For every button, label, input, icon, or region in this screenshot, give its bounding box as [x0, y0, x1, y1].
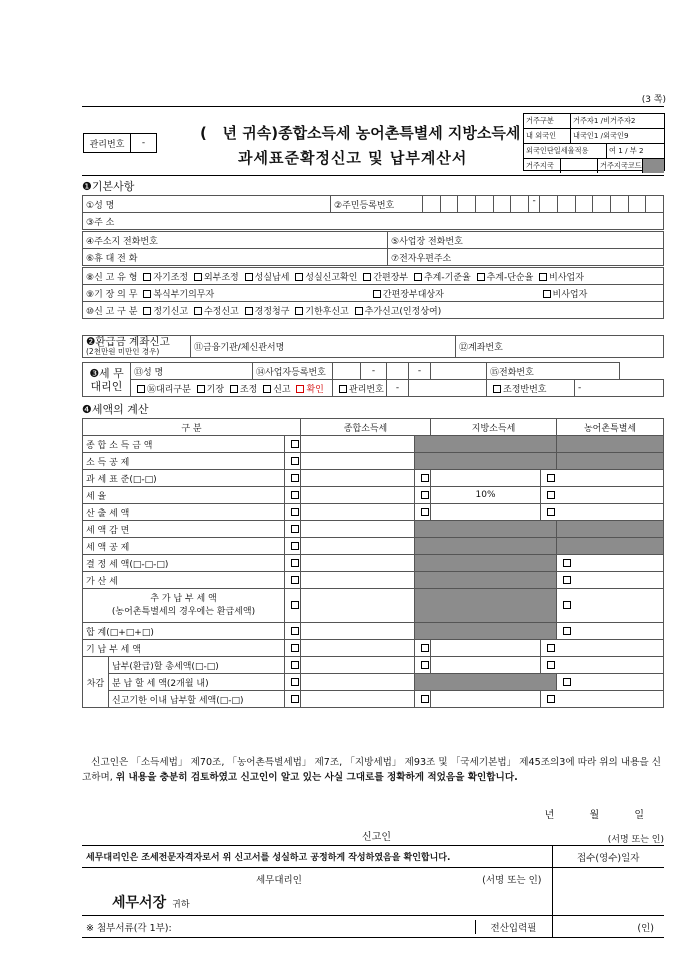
- mgmt-no-label: 관리번호: [349, 384, 384, 395]
- item-number-box: [291, 542, 299, 550]
- rural-tax-cell[interactable]: [541, 487, 664, 504]
- row-label: 종 합 소 득 금 액: [83, 436, 285, 453]
- checkbox[interactable]: [194, 273, 202, 281]
- row-label-note: (농어촌특별세의 경우에는 환급세액): [111, 606, 256, 617]
- item-number-box: [291, 559, 299, 567]
- income-tax-cell[interactable]: [301, 521, 415, 538]
- item-number-box: [563, 576, 571, 584]
- item-number-box: [563, 559, 571, 567]
- header-income-tax: 종합소득세: [301, 419, 431, 436]
- agent-type-row: [131, 380, 333, 397]
- bizno-cell[interactable]: [387, 363, 409, 380]
- entry-seal[interactable]: (인): [552, 916, 664, 938]
- item-number-box: [291, 491, 299, 499]
- income-tax-cell[interactable]: [301, 657, 415, 674]
- local-tax-cell[interactable]: [431, 470, 541, 487]
- shaded-cell: [415, 538, 557, 555]
- checkbox[interactable]: [194, 307, 202, 315]
- bottom-table: [82, 845, 664, 938]
- refund-title-cell: [83, 336, 191, 358]
- item-number-box: [291, 695, 299, 703]
- checkbox[interactable]: [143, 307, 151, 315]
- agent-name-field[interactable]: ⑬성 명: [131, 363, 253, 380]
- local-tax-cell[interactable]: [431, 504, 541, 521]
- row-label: 결 정 세 액(□-□-□): [83, 555, 285, 572]
- adj-no-cell: [487, 380, 575, 397]
- rural-tax-cell[interactable]: [541, 640, 664, 657]
- row-label: 합 계(□+□+□): [83, 623, 285, 640]
- year-paren: (: [200, 124, 207, 142]
- income-tax-cell[interactable]: [301, 640, 415, 657]
- rural-tax-cell[interactable]: [541, 657, 664, 674]
- page-number: (3 쪽): [641, 95, 666, 105]
- option-label: 경정청구: [254, 306, 290, 317]
- option-label: 간편장부대상자: [382, 289, 444, 300]
- row-label: 세 율: [83, 487, 285, 504]
- flat-rate-value[interactable]: 여 1 / 부 2: [609, 146, 644, 155]
- refund-account-table: [82, 335, 664, 358]
- adj-no-label: 조정반번호: [503, 384, 547, 395]
- agent-sign-note[interactable]: (서명 또는 인): [482, 874, 542, 886]
- agent-sign-row: [82, 868, 552, 890]
- section1-title: ❶기본사항: [82, 180, 135, 193]
- bookkeeping-label: ⑨기 장 의 무: [86, 289, 138, 300]
- row-label: 산 출 세 액: [83, 504, 285, 521]
- shaded-cell: [557, 436, 664, 453]
- receipt-date-label: 접수(영수)일자: [552, 846, 664, 868]
- option-label: 복식부기의무자: [153, 289, 215, 300]
- mgmt-no-field[interactable]: [409, 380, 487, 397]
- shaded-cell: [557, 521, 664, 538]
- local-tax-cell[interactable]: [431, 691, 541, 708]
- row-label: 분 납 할 세 액(2개월 내): [109, 674, 285, 691]
- country-code-value[interactable]: [643, 159, 664, 173]
- item-number-box: [421, 508, 429, 516]
- checkbox[interactable]: [245, 273, 253, 281]
- checkbox[interactable]: [539, 273, 547, 281]
- option-label: 비사업자: [552, 289, 588, 300]
- resident-no-cells[interactable]: -: [423, 196, 664, 213]
- flat-rate-label: 외국인단일세율적용: [524, 144, 607, 158]
- option-label: 기한후신고: [305, 306, 349, 317]
- agent-bizno-label: ⑭사업자등록번호: [253, 363, 333, 380]
- tax-agent-table: [82, 362, 664, 397]
- header-category: 구 분: [83, 419, 301, 436]
- country-label: 거주지국: [524, 159, 561, 173]
- agent-type-label: ⑯대리구분: [147, 384, 191, 395]
- row-label: 세 액 감 면: [83, 521, 285, 538]
- checkbox[interactable]: [230, 385, 238, 393]
- row-label: 기 납 부 세 액: [83, 640, 285, 657]
- row-label: 소 득 공 제: [83, 453, 285, 470]
- section1-rule: [82, 175, 664, 176]
- mobile-field[interactable]: ⑥휴 대 전 화: [83, 249, 388, 266]
- option-label: 외부조정: [203, 272, 239, 283]
- bizno-cell[interactable]: [431, 363, 487, 380]
- income-tax-cell[interactable]: [301, 453, 415, 470]
- shaded-cell: [415, 453, 557, 470]
- bank-field[interactable]: ⑪금융기관/체신관서명: [191, 336, 456, 358]
- management-number-label: 관리번호: [84, 134, 131, 152]
- item-number-box: [421, 474, 429, 482]
- item-number-box: [291, 525, 299, 533]
- adj-no-field[interactable]: [575, 380, 664, 397]
- checkbox[interactable]: [295, 273, 303, 281]
- agent-phone-field[interactable]: ⑮전화번호: [487, 363, 620, 380]
- item-number-box: [291, 644, 299, 652]
- checkbox[interactable]: [143, 290, 151, 298]
- item-number-box: [563, 678, 571, 686]
- tax-office-suffix: 귀하: [172, 900, 190, 911]
- income-tax-cell[interactable]: [301, 436, 415, 453]
- row-label: 세 액 공 제: [83, 538, 285, 555]
- item-number-box: [291, 678, 299, 686]
- item-number-box: [291, 627, 299, 635]
- declaration-text: 신고인은 「소득세법」 제70조, 「농어촌특별세법」 제7조, 「지방세법」 제93조 및 「국세기본법」 제45조의3에 따라 위의 내용을 신고하며,: [82, 757, 661, 783]
- checkbox[interactable]: [197, 385, 205, 393]
- name-field[interactable]: ①성 명: [83, 196, 331, 213]
- residency-box: [523, 113, 665, 171]
- country-code-label: 거주지국코드: [598, 159, 643, 173]
- option-label: 추계-단순율: [486, 272, 534, 283]
- report-type-label: ⑩신 고 구 분: [86, 306, 138, 317]
- basic-info-table: [82, 195, 664, 230]
- agent-mgmt-cell: [333, 380, 387, 397]
- shaded-cell: [415, 623, 557, 640]
- option-label: 기장: [206, 384, 225, 395]
- refund-note: (2천만원 미만인 경우): [86, 346, 160, 356]
- shaded-cell: [557, 453, 664, 470]
- checkbox[interactable]: [143, 273, 151, 281]
- residency-value[interactable]: 거주자1 /비거주자2: [573, 116, 636, 125]
- option-label: 비사업자: [549, 272, 584, 283]
- item-number-box: [421, 695, 429, 703]
- form-title-line1: [200, 122, 520, 143]
- signer-sign-note[interactable]: (서명 또는 인): [607, 835, 664, 845]
- local-tax-rate: 10%: [431, 487, 541, 504]
- item-number-box: [291, 576, 299, 584]
- item-number-box: [563, 627, 571, 635]
- option-label: 정기신고: [153, 306, 189, 317]
- checkbox[interactable]: [245, 307, 253, 315]
- address-field[interactable]: ③주 소: [83, 213, 664, 230]
- shaded-cell: [557, 538, 664, 555]
- row-label: 신고기한 이내 납부할 세액(□-□): [109, 691, 285, 708]
- title-line1-text: 년 귀속)종합소득세 농어촌특별세 지방소득세: [222, 124, 521, 142]
- agent-label: 세무대리인: [256, 874, 302, 886]
- top-rule: [82, 106, 664, 107]
- header-local-tax: 지방소득세: [431, 419, 557, 436]
- nationality-label: 내 외국인: [524, 129, 571, 143]
- option-label: 조정: [239, 384, 258, 395]
- bizno-dash2: -: [409, 363, 431, 380]
- residency-label: 거주구분: [524, 114, 571, 128]
- option-label: 확인: [306, 384, 324, 395]
- local-tax-cell[interactable]: [431, 640, 541, 657]
- rural-tax-cell[interactable]: [541, 470, 664, 487]
- local-tax-cell[interactable]: [431, 657, 541, 674]
- checkbox[interactable]: [477, 273, 485, 281]
- rural-tax-cell[interactable]: [557, 555, 664, 572]
- nationality-value[interactable]: 내국인1 /외국인9: [573, 131, 629, 140]
- income-tax-cell[interactable]: [301, 504, 415, 521]
- item-number-box: [547, 644, 555, 652]
- checkbox[interactable]: [414, 273, 422, 281]
- option-label: 성실납세: [254, 272, 290, 283]
- shaded-cell: [415, 674, 557, 691]
- tax-office-row: [82, 890, 552, 916]
- bookkeeping-row: [83, 285, 664, 302]
- option-label: 성실신고확인: [305, 272, 358, 283]
- filing-options-table: [82, 267, 664, 319]
- option-label: 신고: [273, 384, 291, 395]
- report-type-row: [83, 302, 664, 319]
- item-number-box: [291, 508, 299, 516]
- rural-tax-cell[interactable]: [557, 674, 664, 691]
- checkbox[interactable]: [295, 307, 303, 315]
- income-tax-cell[interactable]: [301, 470, 415, 487]
- filing-type-row: [83, 268, 664, 285]
- income-tax-cell[interactable]: [301, 572, 415, 589]
- contact-table: [82, 231, 664, 266]
- item-number-box: [291, 474, 299, 482]
- income-tax-cell[interactable]: [301, 555, 415, 572]
- signer-label: 신고인: [362, 832, 391, 843]
- item-number-box: [291, 601, 299, 609]
- item-number-box: [547, 695, 555, 703]
- shaded-cell: [415, 521, 557, 538]
- income-tax-cell[interactable]: [301, 623, 415, 640]
- rural-tax-cell[interactable]: [541, 691, 664, 708]
- option-label: 간편장부: [373, 272, 409, 283]
- filing-type-label: ⑧신 고 유 형: [86, 272, 138, 283]
- agent-title1: ❸세 무: [89, 366, 124, 380]
- section4-title: ❹세액의 계산: [82, 403, 149, 416]
- item-number-box: [291, 440, 299, 448]
- item-number-box: [547, 508, 555, 516]
- signing-date[interactable]: 년 월 일: [544, 810, 660, 821]
- tax-office: 세무서장: [112, 895, 167, 912]
- shaded-cell: [415, 555, 557, 572]
- checkbox[interactable]: [373, 290, 381, 298]
- row-label: 과 세 표 준(□-□): [83, 470, 285, 487]
- agent-title2: 대리인: [90, 379, 123, 393]
- agent-title-cell: [83, 363, 131, 397]
- rural-tax-cell[interactable]: [557, 623, 664, 640]
- checkbox[interactable]: [543, 290, 551, 298]
- resident-no-label: ②주민등록번호: [331, 196, 423, 213]
- attachments-row: [82, 916, 552, 938]
- item-number-box: [291, 661, 299, 669]
- checkbox[interactable]: [263, 385, 271, 393]
- checkbox[interactable]: [363, 273, 371, 281]
- shaded-cell: [415, 589, 557, 623]
- option-label: 추가신고(인정상여): [364, 306, 442, 317]
- header-rural-tax: 농어촌특별세: [557, 419, 664, 436]
- home-phone-field[interactable]: ④주소지 전화번호: [83, 232, 388, 249]
- rural-tax-cell[interactable]: [557, 572, 664, 589]
- attachments-label: ※ 첨부서류(각 1부):: [86, 922, 172, 934]
- deduct-label: 차감: [83, 657, 109, 708]
- option-label: 자기조정: [153, 272, 189, 283]
- row-label: 납부(환급)할 총세액(□-□): [109, 657, 285, 674]
- form-title-line2: 과세표준확정신고 및 납부계산서: [238, 149, 468, 167]
- option-label: 추계-기준율: [423, 272, 471, 283]
- row-label: 가 산 세: [83, 572, 285, 589]
- income-tax-cell[interactable]: [301, 487, 415, 504]
- item-number-box: [547, 661, 555, 669]
- item-number-box: [421, 644, 429, 652]
- checkbox[interactable]: [355, 307, 363, 315]
- entry-label: 전산입력필: [475, 920, 552, 934]
- country-value[interactable]: [561, 159, 598, 173]
- shaded-cell: [415, 572, 557, 589]
- management-number-value[interactable]: -: [141, 138, 146, 148]
- income-tax-cell[interactable]: [301, 538, 415, 555]
- row-number: [285, 436, 301, 453]
- email-field[interactable]: ⑦전자우편주소: [388, 249, 664, 266]
- rural-tax-cell[interactable]: [557, 589, 664, 623]
- checkbox[interactable]: [137, 385, 145, 393]
- bizno-cell[interactable]: [333, 363, 361, 380]
- declaration-bold: 위 내용을 충분히 검토하였고 신고인이 알고 있는 사실 그대로를 정확하게 적었음을 확인합니다.: [115, 772, 518, 783]
- management-number-box: [83, 133, 157, 153]
- shaded-cell: [415, 436, 557, 453]
- row-label: 추 가 납 부 세 액: [150, 593, 217, 604]
- option-label: 수정신고: [203, 306, 239, 317]
- item-number-box: [547, 474, 555, 482]
- declaration: [82, 755, 664, 785]
- rural-tax-cell[interactable]: [541, 504, 664, 521]
- checkbox[interactable]: [339, 385, 347, 393]
- agent-statement: 세무대리인은 조세전문자격자로서 위 신고서를 성실하고 공정하게 작성하였음을 확인합니다.: [82, 846, 552, 868]
- tax-calc-table: [82, 418, 664, 708]
- income-tax-cell[interactable]: [301, 674, 415, 691]
- income-tax-cell[interactable]: [301, 691, 415, 708]
- office-phone-field[interactable]: ⑤사업장 전화번호: [388, 232, 664, 249]
- item-number-box: [563, 601, 571, 609]
- item-number-box: [421, 491, 429, 499]
- mgmt-dash: -: [387, 380, 409, 397]
- receipt-stamp-area[interactable]: [552, 868, 664, 916]
- adj-dash: -: [578, 383, 582, 393]
- row-label-cell: [83, 589, 285, 623]
- item-number-box: [547, 491, 555, 499]
- account-field[interactable]: ⑫계좌번호: [456, 336, 664, 358]
- item-number-box: [291, 457, 299, 465]
- item-number-box: [421, 661, 429, 669]
- bizno-dash: -: [361, 363, 387, 380]
- refund-title: ❷환급금 계좌신고: [86, 335, 170, 348]
- checkbox[interactable]: [296, 385, 304, 393]
- checkbox[interactable]: [493, 385, 501, 393]
- income-tax-cell[interactable]: [301, 589, 415, 623]
